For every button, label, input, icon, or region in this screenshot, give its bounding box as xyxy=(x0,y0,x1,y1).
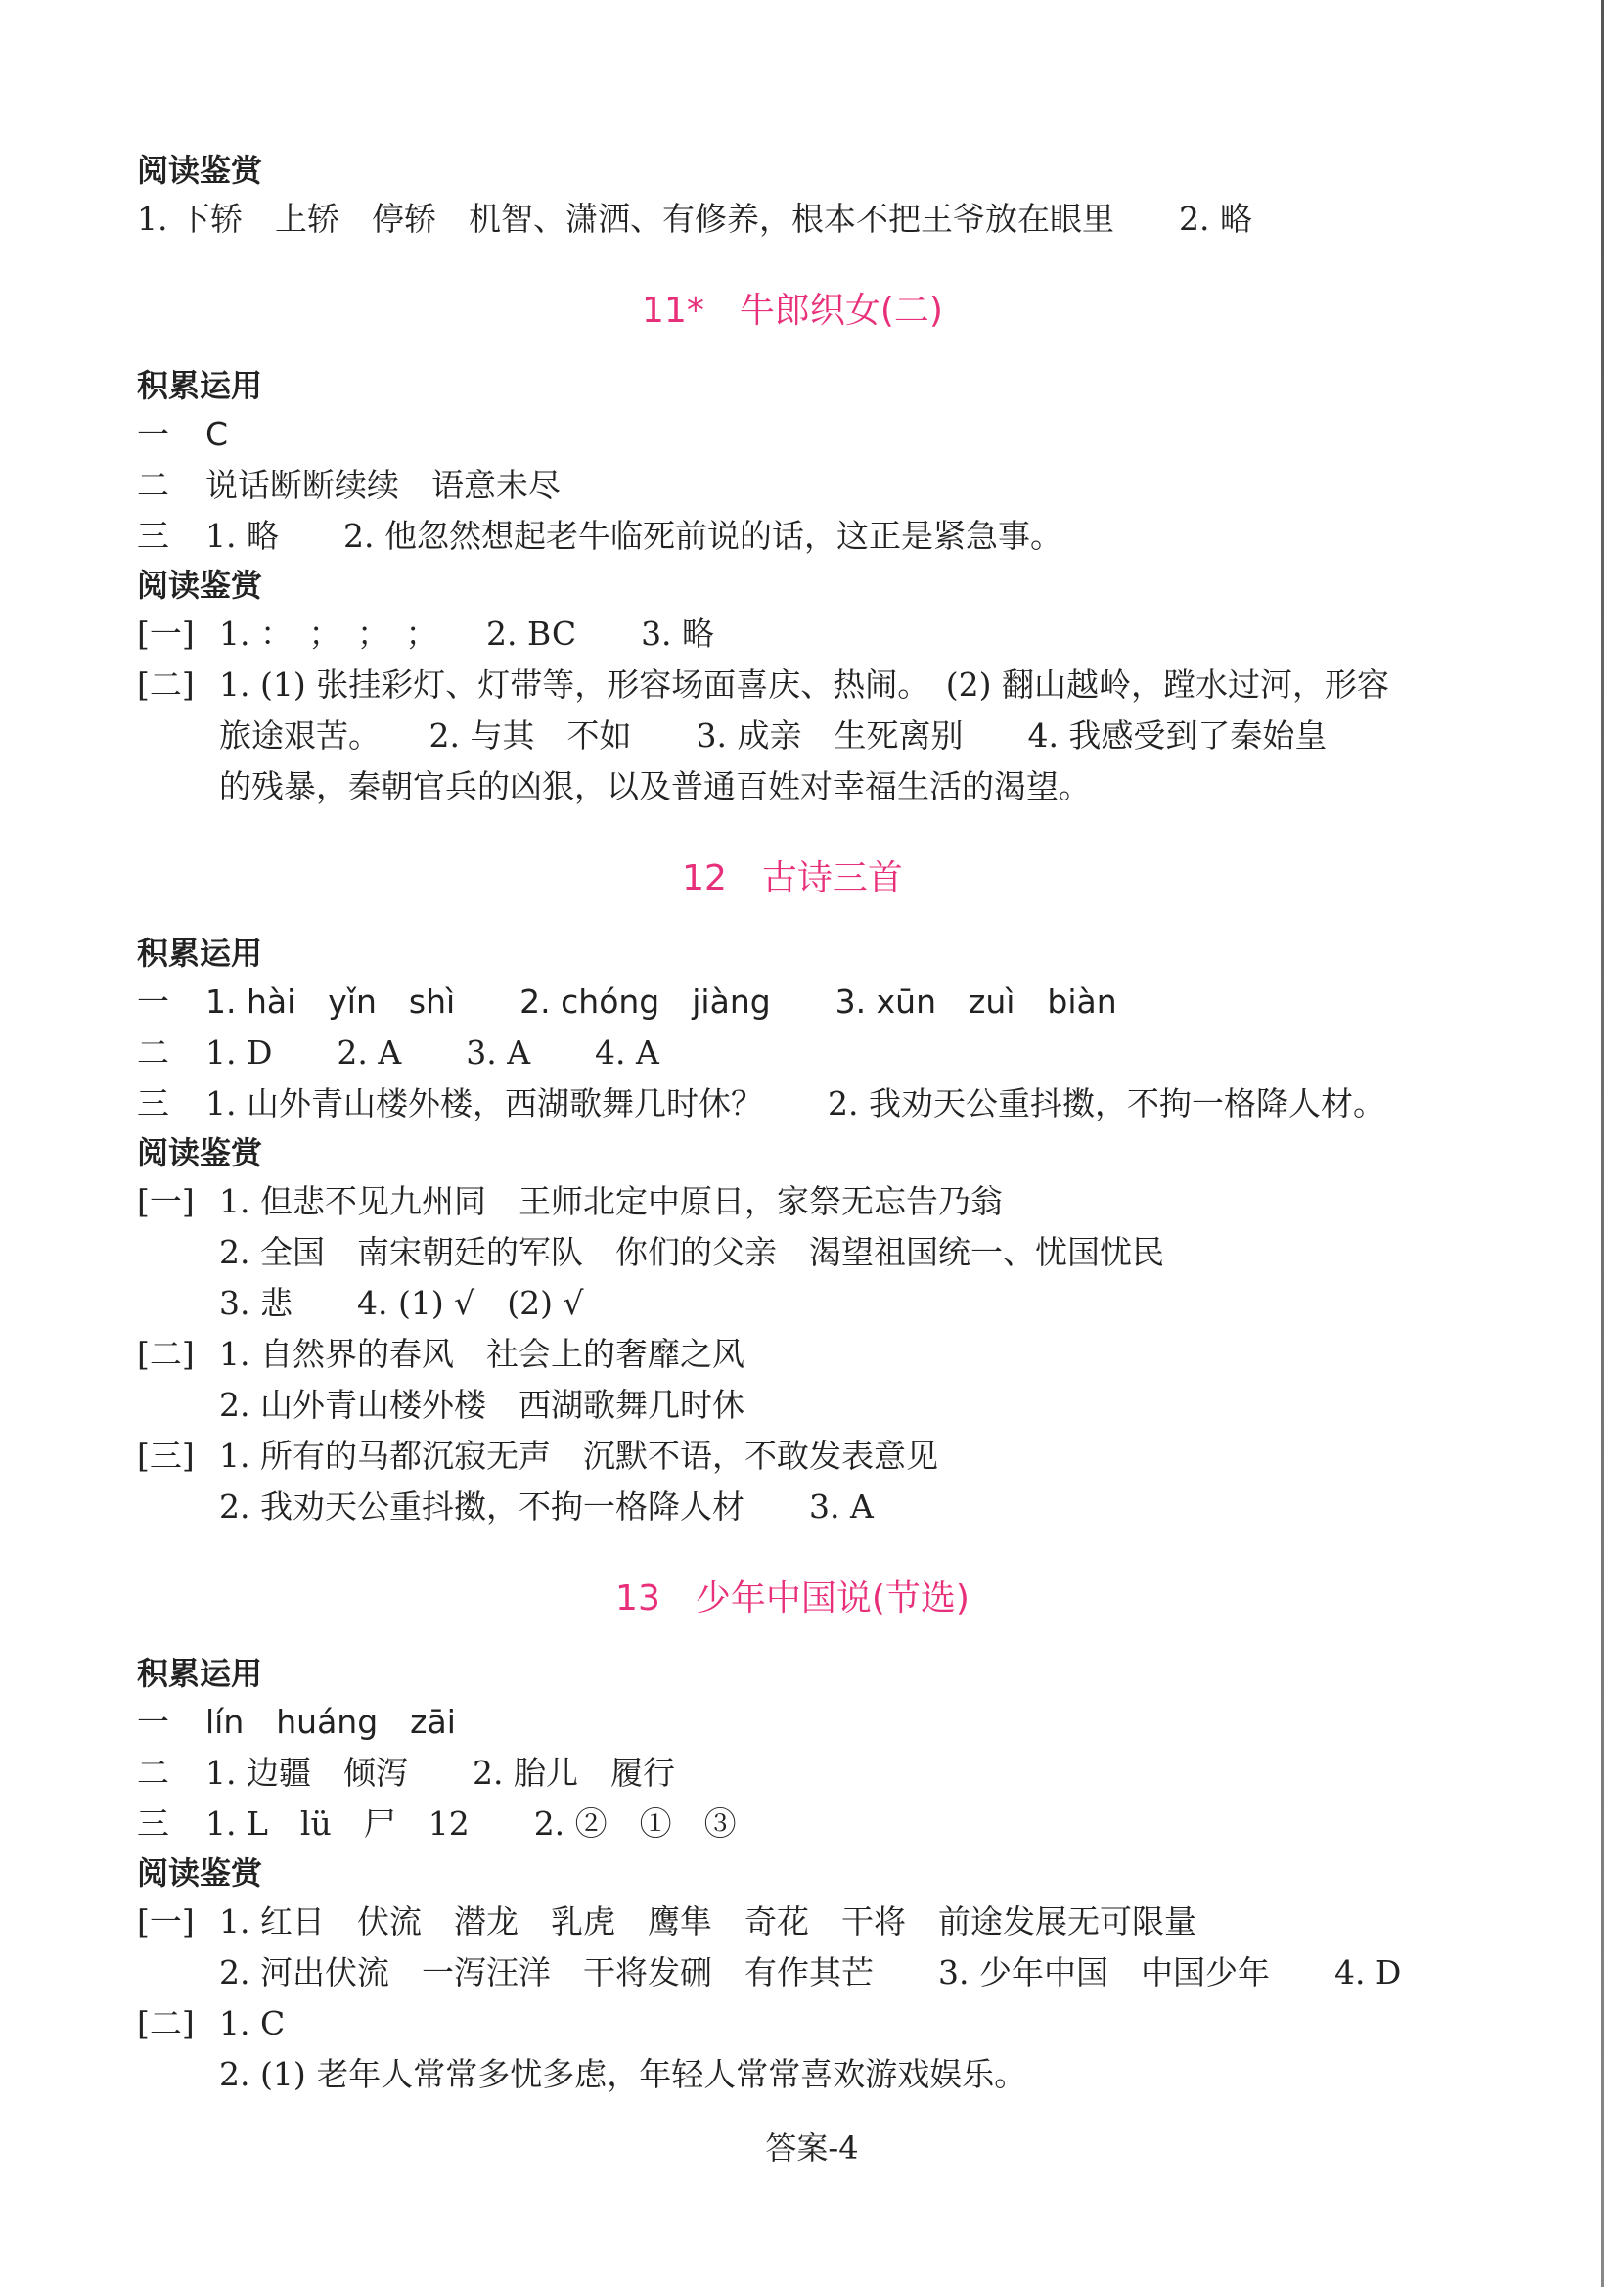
answer-line: [一] 1. ： ； ； ； 2. BC 3. 略 xyxy=(137,615,715,653)
answer-line: 一 1. hài yǐn shì 2. chóng jiàng 3. xūn zuì biàn xyxy=(137,983,1117,1021)
answer-line: [一] 1. 红日 伏流 潜龙 乳虎 鹰隼 奇花 干将 前途发展无可限量 xyxy=(137,1902,1196,1941)
answer-line: [一] 1. 但悲不见九州同 王师北定中原日，家祭无忘告乃翁 xyxy=(137,1182,1003,1220)
answer-line: 2. 全国 南宋朝廷的军队 你们的父亲 渴望祖国统一、忧国忧民 xyxy=(219,1233,1164,1271)
answer-line: 一 lín huáng zāi xyxy=(137,1703,456,1741)
answer-line: 的残暴，秦朝官兵的凶狠，以及普通百姓对幸福生活的渴望。 xyxy=(219,767,1091,805)
page-number: 答案-4 xyxy=(765,2129,859,2167)
answer-line: [二] 1. (1) 张挂彩灯、灯带等，形容场面喜庆、热闹。 (2) 翻山越岭，蹚水过河，形容 xyxy=(137,665,1389,704)
section-continuation xyxy=(137,147,1448,245)
block-heading: 阅读鉴赏 xyxy=(137,567,263,604)
block-heading: 积累运用 xyxy=(137,1655,263,1692)
answer-line: 2. (1) 老年人常常多忧多虑，年轻人常常喜欢游戏娱乐。 xyxy=(219,2055,1027,2093)
answer-content xyxy=(137,147,1448,2100)
answer-line: 旅途艰苦。 2. 与其 不如 3. 成亲 生死离别 4. 我感受到了秦始皇 xyxy=(219,716,1328,755)
answer-line: 1. 下轿 上轿 停轿 机智、潇洒、有修养，根本不把王爷放在眼里 2. 略 xyxy=(137,200,1252,238)
answer-line: 二 说话断断续续 语意未尽 xyxy=(137,466,561,504)
answer-line: 2. 我劝天公重抖擞，不拘一格降人材 3. A xyxy=(219,1487,874,1526)
answer-line: 3. 悲 4. (1) √ (2) √ xyxy=(219,1284,584,1322)
answer-line: 一 C xyxy=(137,415,229,453)
answer-line: 2. 山外青山楼外楼 西湖歌舞几时休 xyxy=(219,1386,744,1424)
block-heading: 阅读鉴赏 xyxy=(137,152,263,189)
answer-line: 二 1. 边疆 倾泻 2. 胎儿 履行 xyxy=(137,1754,675,1792)
answer-line: [二] 1. 自然界的春风 社会上的奢靡之风 xyxy=(137,1335,744,1373)
section-11 xyxy=(137,282,1448,812)
block-heading: 阅读鉴赏 xyxy=(137,1134,263,1171)
answer-line: 三 1. 略 2. 他忽然想起老牛临死前说的话，这正是紧急事。 xyxy=(137,517,1062,555)
lesson-title: 12 古诗三首 xyxy=(682,858,903,898)
answer-line: 2. 河出伏流 一泻汪洋 干将发硎 有作其芒 3. 少年中国 中国少年 4. D xyxy=(219,1953,1402,1991)
block-heading: 阅读鉴赏 xyxy=(137,1854,263,1892)
page-edge xyxy=(1601,0,1604,2287)
lesson-title: 13 少年中国说(节选) xyxy=(615,1578,970,1619)
answer-line: 三 1. 山外青山楼外楼，西湖歌舞几时休？ 2. 我劝天公重抖擞，不拘一格降人材。 xyxy=(137,1084,1385,1122)
block-heading: 积累运用 xyxy=(137,367,263,404)
answer-line: [三] 1. 所有的马都沉寂无声 沉默不语，不敢发表意见 xyxy=(137,1437,938,1475)
answer-line: [二] 1. C xyxy=(137,2004,286,2042)
answer-line: 三 1. L lü 尸 12 2. ② ① ③ xyxy=(137,1805,737,1843)
section-12 xyxy=(137,849,1448,1532)
block-heading: 积累运用 xyxy=(137,935,263,972)
lesson-title: 11* 牛郎织女(二) xyxy=(642,291,943,331)
section-13 xyxy=(137,1570,1448,2100)
answer-line: 二 1. D 2. A 3. A 4. A xyxy=(137,1033,659,1072)
